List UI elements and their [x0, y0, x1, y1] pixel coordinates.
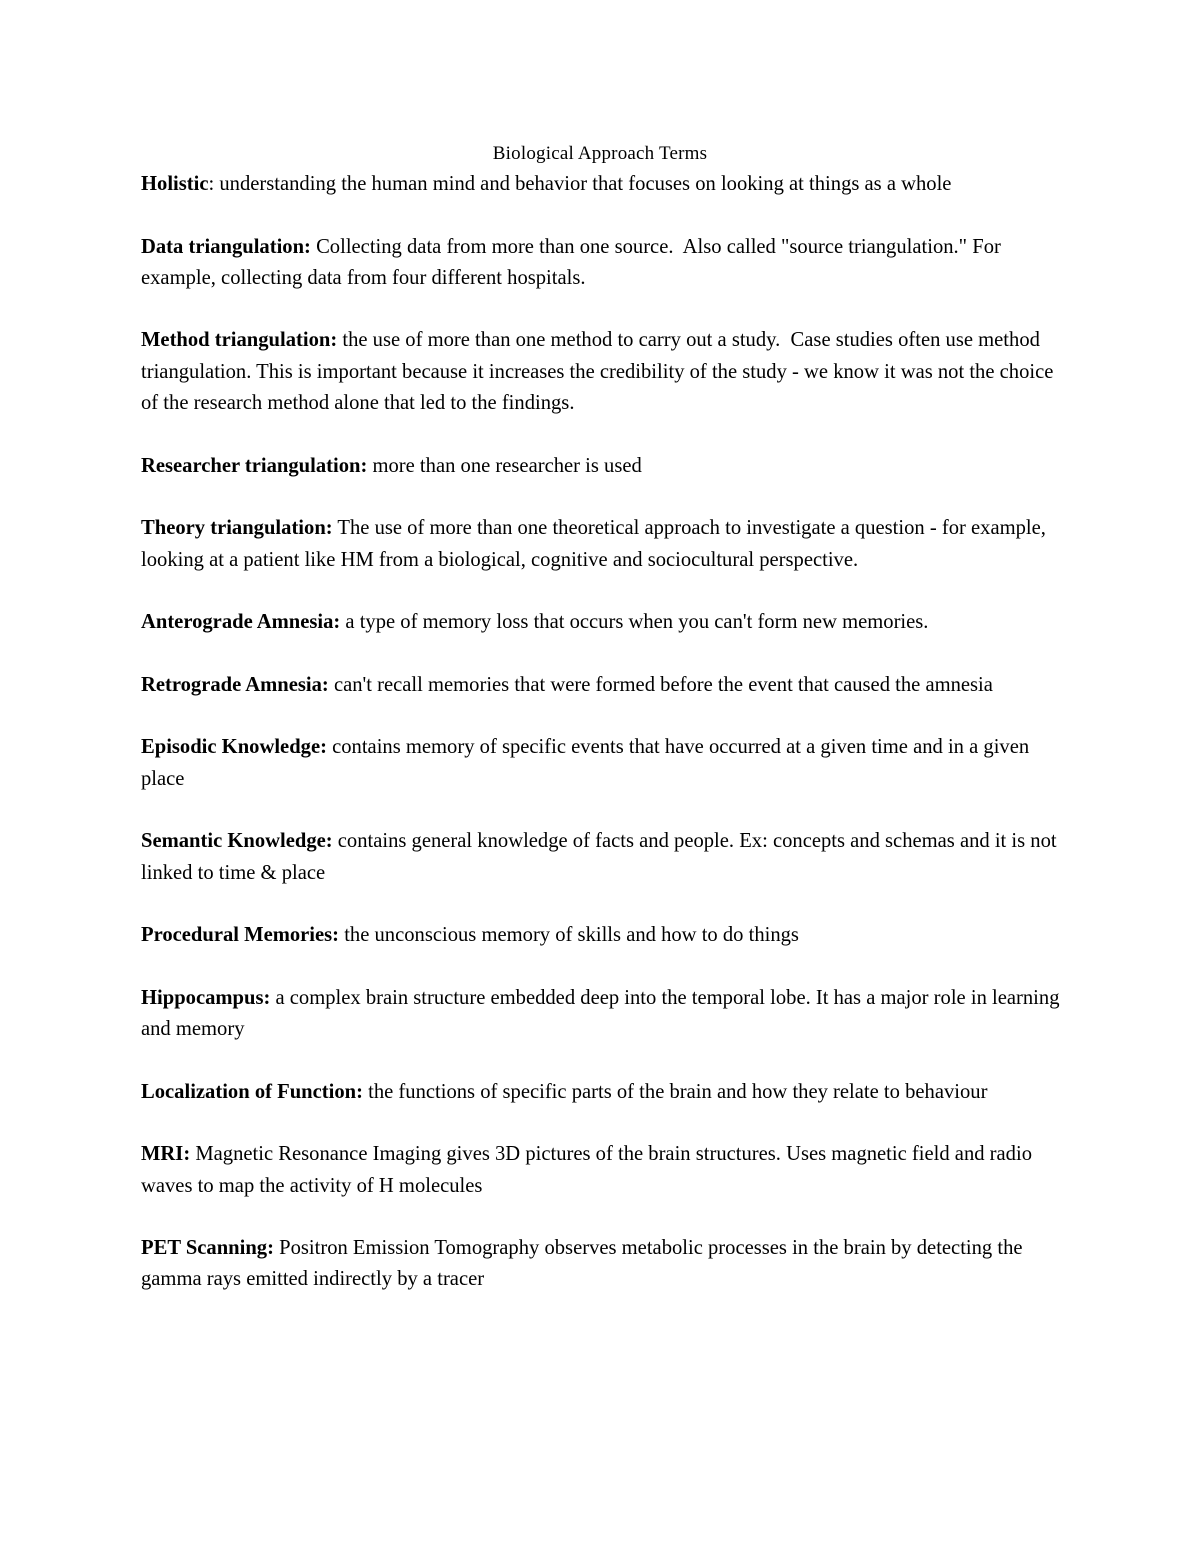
term-definition: Magnetic Resonance Imaging gives 3D pictures of the brain structures. Uses magnetic field and radio waves to map the activity of H molecules — [141, 1143, 1038, 1197]
term-definition: a complex brain structure embedded deep into the temporal lobe. It has a major role in learning and memory — [141, 986, 1065, 1041]
term-name: Method triangulation: — [141, 329, 338, 352]
term-definition: can't recall memories that were formed before the event that caused the amnesia — [333, 673, 993, 696]
terms-list — [141, 169, 1071, 1327]
glossary-entry — [141, 513, 1071, 576]
term-name: Hippocampus: — [141, 986, 271, 1009]
glossary-entry — [141, 1233, 1071, 1296]
glossary-entry — [141, 232, 1071, 295]
term-definition: Positron Emission Tomography observes metabolic processes in the brain by detecting the gamma rays emitted indirectly by a tracer — [141, 1237, 1028, 1291]
term-definition: contains general knowledge of facts and people. Ex: concepts and schemas and it is not linked to time & place — [141, 830, 1062, 884]
glossary-entry — [141, 1139, 1071, 1202]
glossary-entry — [141, 826, 1071, 889]
glossary-entry — [141, 732, 1071, 795]
term-name: MRI: — [141, 1143, 191, 1166]
term-name: Researcher triangulation: — [141, 454, 368, 477]
glossary-entry — [141, 1077, 1071, 1108]
glossary-entry — [141, 920, 1071, 951]
term-definition: Collecting data from more than one source. Also called "source triangulation." For example, collecting data from four different hospitals. — [141, 235, 1007, 289]
term-name: Episodic Knowledge: — [141, 736, 327, 759]
term-name: Data triangulation: — [141, 235, 311, 258]
term-definition: a type of memory loss that occurs when you can't form new memories. — [345, 611, 929, 634]
term-name: Anterograde Amnesia: — [141, 611, 341, 634]
term-definition: more than one researcher is used — [372, 454, 642, 477]
glossary-entry — [141, 983, 1071, 1046]
term-definition: understanding the human mind and behavior that focuses on looking at things as a whole — [219, 173, 952, 195]
term-name: Retrograde Amnesia: — [141, 673, 329, 696]
glossary-entry — [141, 670, 1071, 701]
term-definition: contains memory of specific events that have occurred at a given time and in a given place — [141, 736, 1035, 790]
term-name: Procedural Memories: — [141, 924, 340, 947]
glossary-entry — [141, 325, 1071, 419]
term-definition: The use of more than one theoretical approach to investigate a question - for example, looking at a patient like HM from a biological, cognitive and sociocultural perspective. — [141, 517, 1052, 571]
term-definition: the unconscious memory of skills and how to do things — [344, 924, 799, 947]
term-name: Holistic — [141, 173, 209, 195]
glossary-entry — [141, 607, 1071, 638]
glossary-entry — [141, 169, 1071, 200]
term-definition: the functions of specific parts of the brain and how they relate to behaviour — [368, 1080, 988, 1103]
term-name: PET Scanning: — [141, 1237, 274, 1260]
document-title: Biological Approach Terms — [492, 143, 708, 164]
glossary-entry — [141, 451, 1071, 482]
term-name: Localization of Function: — [141, 1080, 363, 1103]
term-name: Semantic Knowledge: — [141, 830, 333, 853]
term-separator: : — [208, 173, 220, 195]
term-name: Theory triangulation: — [141, 517, 333, 540]
term-definition: the use of more than one method to carry out a study. Case studies often use method triangulation. This is important because it increases the credibility of the study - we know it was not the choice of the research method alone that led to the findings. — [141, 329, 1059, 415]
